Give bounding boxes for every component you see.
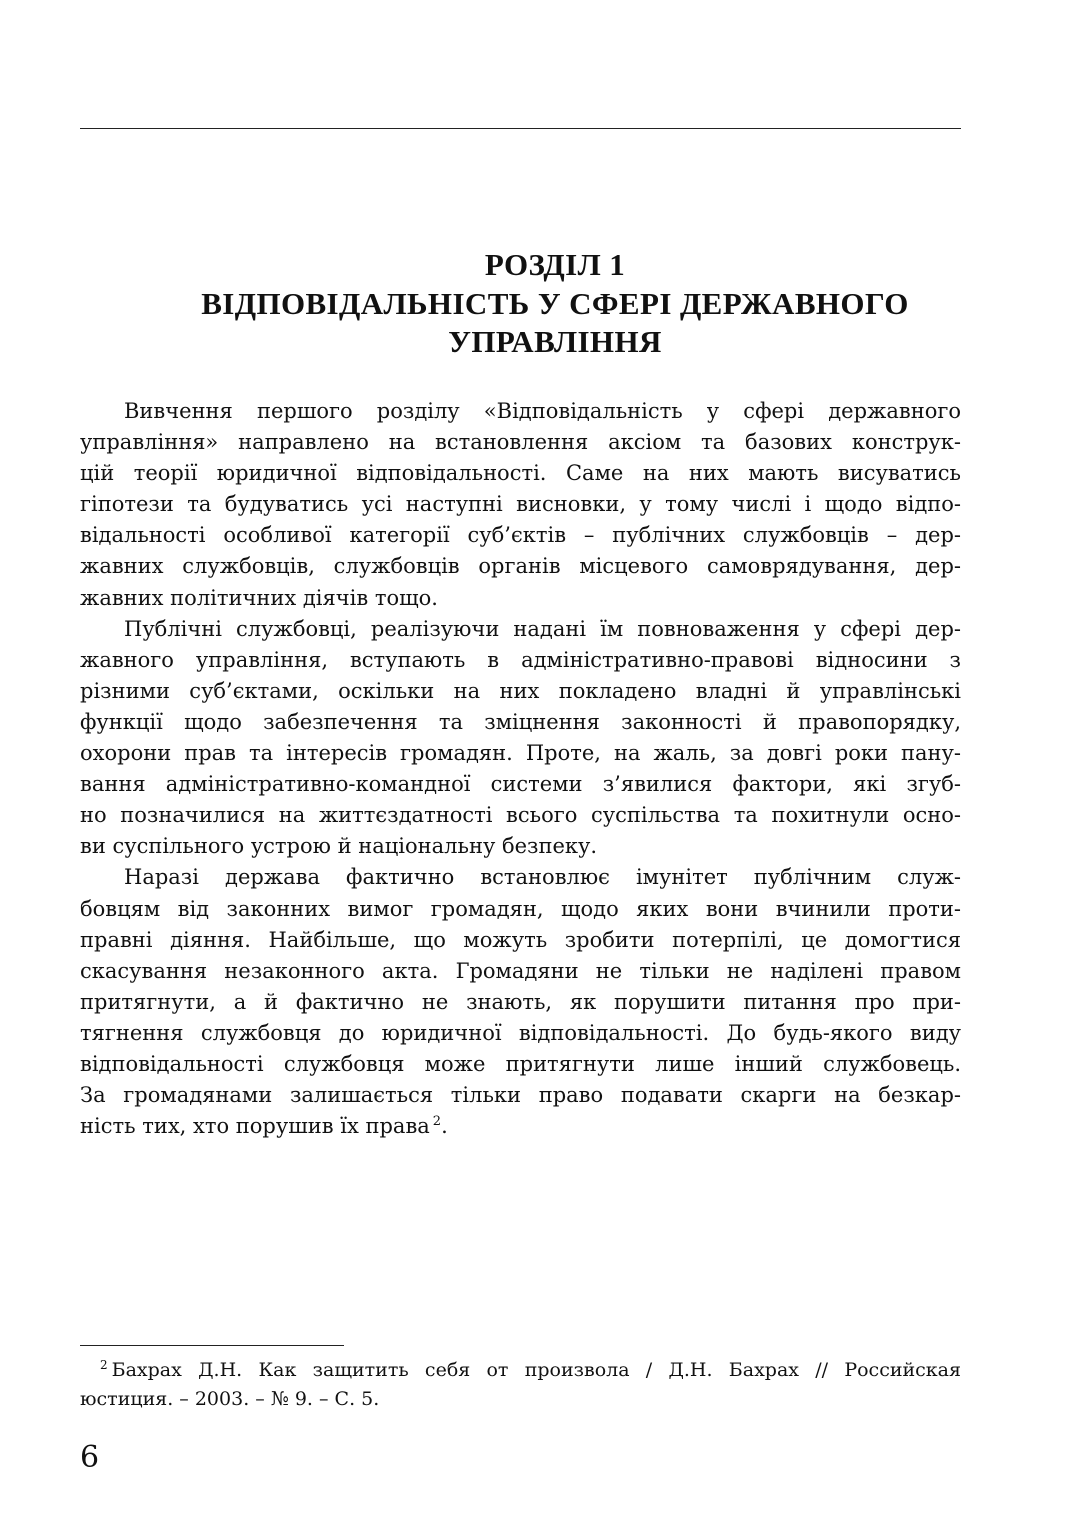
paragraph-1-line: Вивчення першого розділу «Відповідальність у сфері державного xyxy=(124,399,961,423)
paragraph-2-line: но позначилися на життєздатності всього суспільства та похитнули осно- xyxy=(80,803,961,828)
paragraph-1-line: відальності особливої категорії суб’єктів – публічних службовців – дер- xyxy=(80,523,961,548)
body-text xyxy=(80,396,961,1142)
paragraph-3-line: притягнути, а й фактично не знають, як порушити питання про при- xyxy=(80,989,961,1014)
chapter-title-line-1: ВІДПОВІДАЛЬНІСТЬ У СФЕРІ ДЕРЖАВНОГО xyxy=(201,285,909,321)
paragraph-1-line: гіпотези та будуватись усі наступні висновки, у тому числі і щодо відпо- xyxy=(80,492,961,517)
footnote-line-1-text: Бахрах Д.Н. Как защитить себя от произвола / Д.Н. Бахрах // Российская xyxy=(111,1359,961,1381)
paragraph-2-line: жавного управління, вступають в адміністративно-правові відносини з xyxy=(80,647,961,672)
chapter-number: РОЗДІЛ 1 xyxy=(484,247,626,282)
paragraph-3-line: тягнення службовця до юридичної відповідальності. До будь-якого виду xyxy=(80,1020,961,1045)
footnote xyxy=(80,1356,961,1414)
paragraph-2-line: функції щодо забезпечення та зміцнення законності й правопорядку, xyxy=(80,709,961,734)
paragraph-3-last-line-text: ність тих, хто порушив їх права xyxy=(80,1114,430,1139)
paragraph-2-line: вання адміністративно-командної системи з’явилися фактори, які згуб- xyxy=(80,772,961,797)
paragraph-1-line: жавних службовців, службовців органів місцевого самоврядування, дер- xyxy=(80,554,961,579)
footnote-line-1 xyxy=(80,1356,961,1385)
paragraph-3-line: За громадянами залишається тільки право подавати скарги на безкар- xyxy=(80,1083,961,1108)
paragraph-1-line: управління» направлено на встановлення аксіом та базових конструк- xyxy=(80,430,961,455)
paragraph-3-line: скасування незаконного акта. Громадяни не тільки не наділені правом xyxy=(80,958,961,983)
paragraph-2-line: Публічні службовці, реалізуючи надані їм повноваження у сфері дер- xyxy=(124,616,961,641)
chapter-title-line-2: УПРАВЛІННЯ xyxy=(448,324,662,359)
chapter-heading xyxy=(80,246,1030,362)
footnote-rule xyxy=(80,1345,344,1346)
paragraph-2-line: ви суспільного устрою й національну безпеку. xyxy=(80,834,598,859)
paragraph-3-line: відповідальності службовця може притягнути лише інший службовець. xyxy=(80,1051,961,1076)
paragraph-1-line: цій теорії юридичної відповідальності. Саме на них мають висуватись xyxy=(80,461,961,486)
footnote-line-2: юстиция. – 2003. – № 9. – С. 5. xyxy=(80,1388,380,1410)
paragraph-3-line: бовцям від законних вимог громадян, щодо яких вони вчинили проти- xyxy=(80,896,961,921)
paragraph-2-line: різними суб’єктами, оскільки на них покладено владні й управлінські xyxy=(80,678,961,703)
page-number: 6 xyxy=(80,1440,100,1475)
paragraph-1-line: жавних політичних діячів тощо. xyxy=(80,585,438,610)
paragraph-3-line: Наразі держава фактично встановлює імунітет публічним служ- xyxy=(124,865,961,890)
paragraph-3-last-line: ність тих, хто порушив їх права $^2$. xyxy=(80,1114,448,1139)
paragraph-2-line: охорони прав та інтересів громадян. Проте, на жаль, за довгі роки пану- xyxy=(80,741,961,766)
footnote-reference[interactable]: 2 xyxy=(432,1114,442,1130)
header-rule xyxy=(80,128,961,129)
paragraph-3-line: правні діяння. Найбільше, що можуть зробити потерпілі, це домогтися xyxy=(80,927,961,952)
footnote-mark: 2 xyxy=(100,1358,108,1372)
